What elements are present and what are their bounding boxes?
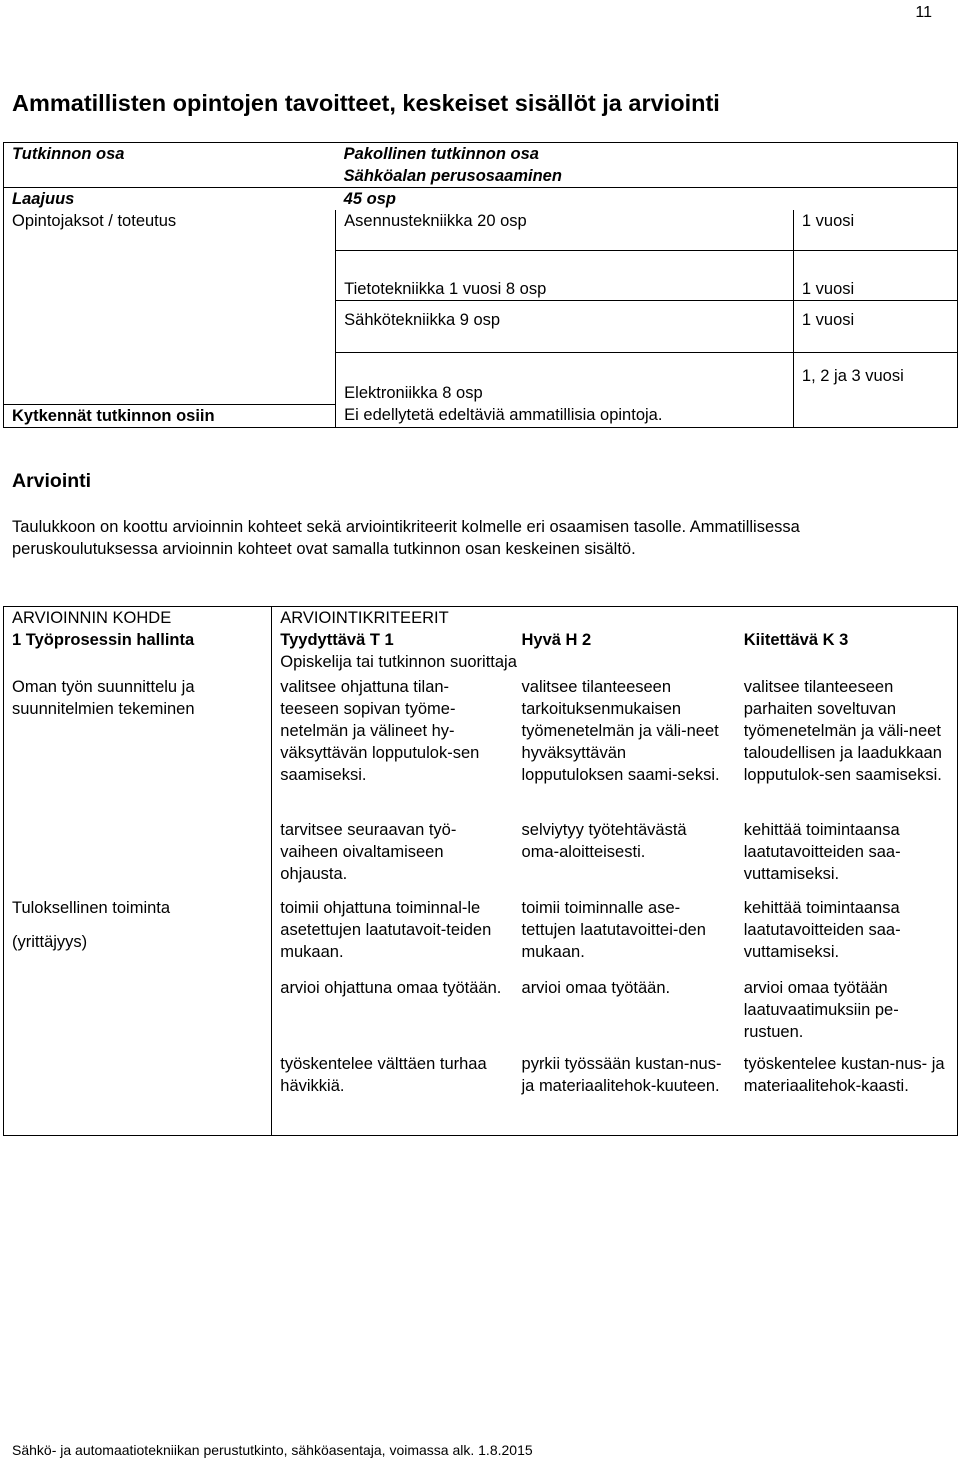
- course-year: 1 vuosi: [793, 300, 957, 352]
- section-title: Arviointi: [12, 470, 92, 492]
- kytkennat-label: Kytkennät tutkinnon osiin: [4, 404, 336, 427]
- page-title: Ammatillisten opintojen tavoitteet, keskeiset sisällöt ja arviointi: [12, 90, 720, 116]
- criterion-t1: työskentelee välttäen turhaa hävikkiä.: [272, 1053, 514, 1135]
- level-h2: Hyvä H 2: [521, 631, 592, 649]
- criterion-k3: kehittää toimintaansa laatutavoitteiden saa-vuttamiseksi.: [736, 897, 958, 977]
- criterion-k3: valitsee tilanteeseen parhaiten soveltuvan työmenetelmän ja väli-neet taloudellisen ja laadukkaan lopputulok-sen saamiseksi.: [736, 673, 958, 819]
- laajuus-label: Laajuus: [4, 188, 336, 211]
- tutkinnon-osa-value-1: Pakollinen tutkinnon osa: [343, 145, 539, 163]
- criterion-k3: kehittää toimintaansa laatutavoitteiden saa-vuttamiseksi.: [736, 819, 958, 897]
- level-k3: Kiitettävä K 3: [736, 629, 958, 651]
- criterion-k3: arvioi omaa työtään laatuvaatimuksiin pe-rustuen.: [736, 977, 958, 1053]
- info-table: [3, 142, 958, 428]
- opintojaksot-label: Opintojaksot / toteutus: [4, 210, 336, 404]
- target-name: Tuloksellinen toiminta: [12, 899, 171, 917]
- criterion-h2: valitsee tilanteeseen tarkoituksenmukaisen työmenetelmän ja väli-neet hyväksyttävän lopputuloksen saami-seksi.: [521, 678, 720, 784]
- description: Taulukkoon on koottu arvioinnin kohteet sekä arviointikriteerit kolmelle eri osaamisen tasolle. Ammatillisessa peruskoulutuksessa arvioinnin kohteet ovat samalla tutkinnon osan keskeinen sisältö.: [12, 518, 800, 558]
- page-number: 11: [915, 4, 932, 21]
- criterion-t1: tarvitsee seuraavan työ-vaiheen oivaltamiseen ohjausta.: [272, 819, 514, 897]
- header-kriteerit: ARVIOINTIKRITEERIT: [272, 607, 958, 630]
- course-year: 1 vuosi: [793, 250, 957, 300]
- target-note: (yrittäjyys): [12, 933, 88, 951]
- criterion-h2: selviytyy työtehtävästä oma-aloitteisesti.: [521, 821, 687, 861]
- criterion-h2: pyrkii työssään kustan-nus- ja materiaalitehok-kuuteen.: [514, 1053, 736, 1135]
- group-title: 1 Työprosessin hallinta: [4, 629, 272, 651]
- course-year: 1 vuosi: [793, 210, 957, 250]
- kytkennat-value: Ei edellytetä edeltäviä ammatillisia opintoja.: [336, 404, 794, 427]
- criterion-t1: arvioi ohjattuna omaa työtään.: [272, 977, 514, 1053]
- laajuus-value: 45 osp: [336, 188, 958, 211]
- level-t1: Tyydyttävä T 1: [272, 629, 514, 651]
- footer: Sähkö- ja automaatiotekniikan perustutkinto, sähköasentaja, voimassa alk. 1.8.2015: [12, 1442, 533, 1458]
- criterion-h2: toimii toiminnalle ase-tettujen laatutavoittei-den mukaan.: [521, 899, 706, 961]
- tutkinnon-osa-label: Tutkinnon osa: [4, 143, 336, 188]
- criterion-h2: arvioi omaa työtään.: [521, 979, 671, 997]
- course-name: Sähkötekniikka 9 osp: [336, 300, 794, 352]
- criterion-t1: valitsee ohjattuna tilan-teeseen sopivan työme-netelmän ja välineet hy-väksyttävän lopputulok-sen saamiseksi.: [272, 673, 514, 819]
- course-name: Asennustekniikka 20 osp: [336, 210, 794, 250]
- criterion-k3: työskentelee kustan-nus- ja materiaalitehok-kaasti.: [736, 1053, 958, 1135]
- course-year: 1, 2 ja 3 vuosi: [793, 352, 957, 427]
- assessment-table: [3, 606, 958, 1136]
- subject-line: Opiskelija tai tutkinnon suorittaja: [272, 651, 958, 673]
- target-name: Oman työn suunnittelu ja suunnitelmien tekeminen: [4, 673, 272, 897]
- criterion-t1: toimii ohjattuna toiminnal-le asetettujen laatutavoit-teiden mukaan.: [272, 897, 514, 977]
- course-name: Elektroniikka 8 osp: [336, 352, 794, 404]
- tutkinnon-osa-value-2: Sähköalan perusosaaminen: [343, 167, 562, 185]
- course-name: Tietotekniikka 1 vuosi 8 osp: [336, 250, 794, 300]
- header-kohde: ARVIOINNIN KOHDE: [4, 607, 272, 630]
